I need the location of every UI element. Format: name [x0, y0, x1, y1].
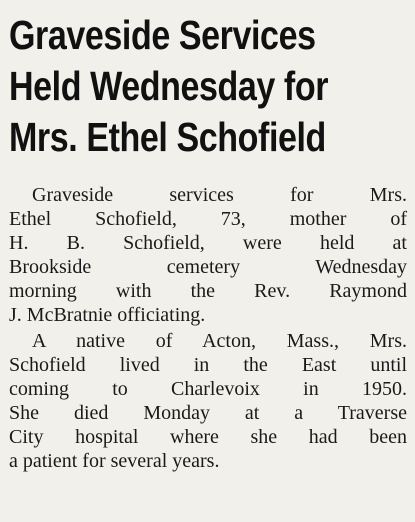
paragraph-line: Schofield lived in the East until — [9, 354, 407, 376]
paragraph-line: Ethel Schofield, 73, mother of — [9, 208, 407, 230]
paragraph-native-of-acton — [9, 329, 407, 473]
paragraph-line: City hospital where she had been — [9, 426, 407, 448]
paragraph-line: Brookside cemetery Wednesday — [9, 256, 407, 278]
headline — [9, 10, 407, 163]
paragraph-line: A native of Acton, Mass., Mrs. — [32, 330, 407, 352]
paragraph-line: She died Monday at a Traverse — [9, 402, 407, 424]
headline-line: Held Wednesday for — [9, 63, 329, 109]
paragraph-graveside-services — [9, 183, 407, 327]
paragraph-line: a patient for several years. — [9, 450, 220, 472]
paragraph-line: H. B. Schofield, were held at — [9, 232, 407, 254]
headline-line: Mrs. Ethel Schofield — [9, 114, 326, 160]
paragraph-line: coming to Charlevoix in 1950. — [9, 378, 407, 400]
headline-line: Graveside Services — [9, 12, 316, 58]
paragraph-line: morning with the Rev. Raymond — [9, 280, 407, 302]
article-body — [9, 183, 407, 473]
paragraph-line: J. McBratnie officiating. — [9, 304, 206, 326]
paragraph-line: Graveside services for Mrs. — [32, 184, 407, 206]
